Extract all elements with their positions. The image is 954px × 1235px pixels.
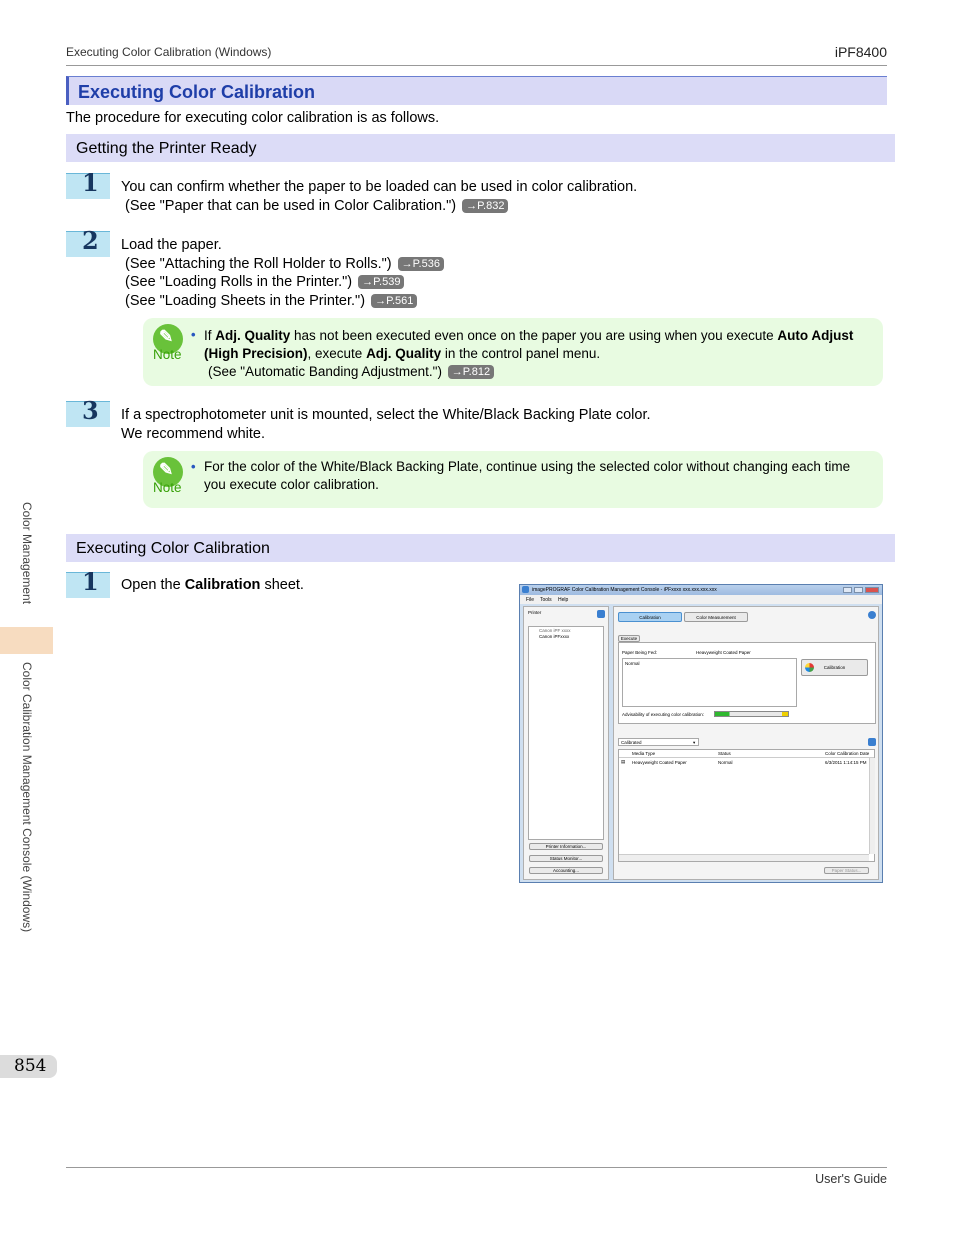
window-title: imagePROGRAF Color Calibration Management Console - iPFxxxx xxx.xxx.xxx.xxx bbox=[532, 587, 717, 593]
bullet-icon: • bbox=[191, 459, 196, 474]
help-icon[interactable] bbox=[868, 611, 876, 619]
printer-item[interactable]: Canon iPFxxxx bbox=[539, 634, 570, 639]
calibration-panel bbox=[613, 606, 879, 880]
page-link[interactable]: →P.561 bbox=[371, 294, 417, 308]
exec-step-1-text: Open the Calibration sheet. bbox=[121, 577, 304, 593]
page-link[interactable]: →P.812 bbox=[448, 365, 494, 379]
pencil-check-icon: ✎ bbox=[153, 324, 183, 354]
step-number-1: 1 bbox=[66, 173, 110, 199]
calibration-button[interactable]: Calibration bbox=[801, 659, 868, 676]
step-2-reference bbox=[125, 256, 444, 272]
section-heading-ready bbox=[66, 134, 895, 162]
side-tab-section: Color Calibration Management Console (Windows) bbox=[20, 662, 34, 933]
page-link[interactable]: →P.832 bbox=[462, 199, 508, 213]
paper-being-fed-value: Heavyweight Coated Paper bbox=[696, 650, 751, 655]
reference-text: (See "Automatic Banding Adjustment.") bbox=[208, 364, 442, 379]
step-1-reference bbox=[125, 198, 508, 214]
side-tab-marker bbox=[0, 627, 53, 654]
horizontal-scrollbar[interactable] bbox=[619, 854, 869, 861]
column-calibration-date[interactable]: Color Calibration Date bbox=[825, 751, 870, 756]
reference-text: (See "Paper that can be used in Color Calibration.") bbox=[125, 198, 457, 214]
printer-label: Printer bbox=[528, 610, 542, 615]
status-cell: Normal bbox=[718, 760, 733, 765]
tab-calibration[interactable]: Calibration bbox=[618, 612, 682, 622]
step-number-3: 3 bbox=[66, 401, 110, 427]
page-link[interactable]: →P.536 bbox=[398, 257, 444, 271]
vertical-scrollbar[interactable] bbox=[869, 758, 875, 854]
step-3-text: If a spectrophotometer unit is mounted, select the White/Black Backing Plate color. bbox=[121, 407, 651, 423]
media-type-cell: Heavyweight Coated Paper bbox=[632, 760, 687, 765]
reference-text: (See "Attaching the Roll Holder to Rolls.") bbox=[125, 256, 392, 272]
section-heading-exec bbox=[66, 534, 895, 562]
calibration-filter-dropdown[interactable] bbox=[618, 738, 699, 746]
maximize-icon[interactable] bbox=[854, 587, 863, 593]
step-2-reference bbox=[125, 274, 404, 290]
note-label: Note bbox=[153, 480, 182, 495]
printer-panel bbox=[523, 606, 609, 880]
page-title: Executing Color Calibration bbox=[78, 82, 316, 102]
step-2-text: Load the paper. bbox=[121, 237, 222, 253]
media-table bbox=[618, 749, 875, 862]
side-tab-chapter: Color Management bbox=[20, 502, 34, 605]
execute-panel bbox=[618, 642, 876, 724]
printer-icon: ▤ bbox=[621, 759, 626, 764]
advisability-label: Advisability of executing color calibration: bbox=[622, 712, 705, 717]
step-number-1: 1 bbox=[66, 572, 110, 598]
running-header-title: Executing Color Calibration (Windows) bbox=[66, 45, 272, 59]
table-row[interactable] bbox=[619, 759, 869, 766]
printer-item[interactable]: Canon iPF xxxx bbox=[539, 628, 571, 633]
table-header bbox=[619, 750, 874, 758]
note-label: Note bbox=[153, 347, 182, 362]
reference-text: (See "Loading Rolls in the Printer.") bbox=[125, 274, 353, 290]
page-title-bar bbox=[66, 76, 887, 105]
footer-divider bbox=[66, 1167, 887, 1168]
paper-being-fed-label: Paper Being Fed: bbox=[622, 650, 658, 655]
menu-tools[interactable]: Tools bbox=[540, 597, 552, 603]
accounting-button[interactable]: Accounting... bbox=[529, 867, 603, 874]
header-divider bbox=[66, 65, 887, 66]
page-number: 854 bbox=[14, 1056, 47, 1076]
pencil-check-icon: ✎ bbox=[153, 457, 183, 487]
tab-color-measurement[interactable]: Color Measurement bbox=[684, 612, 748, 622]
status-text: Normal bbox=[625, 661, 640, 666]
menu-help[interactable]: Help bbox=[558, 597, 569, 603]
console-screenshot bbox=[519, 584, 883, 883]
note-text: For the color of the White/Black Backing Plate, continue using the selected color without changing each time you execute color calibration. bbox=[204, 459, 851, 492]
close-icon[interactable] bbox=[865, 587, 879, 593]
date-cell: 6/3/2011 1:14:15 PM bbox=[825, 760, 867, 765]
section-heading-text: Executing Color Calibration bbox=[76, 540, 270, 557]
step-2-reference bbox=[125, 293, 417, 309]
page-link[interactable]: →P.539 bbox=[358, 275, 404, 289]
minimize-icon[interactable] bbox=[843, 587, 852, 593]
reference-text: (See "Loading Sheets in the Printer.") bbox=[125, 293, 366, 309]
note-box-backing-plate bbox=[143, 451, 883, 508]
menu-file[interactable]: File bbox=[526, 597, 535, 603]
column-media-type[interactable]: Media Type bbox=[632, 751, 656, 756]
step-3-recommendation: We recommend white. bbox=[121, 426, 265, 442]
chevron-down-icon: ▾ bbox=[693, 740, 696, 745]
refresh-icon[interactable] bbox=[868, 738, 876, 746]
printer-information-button[interactable]: Printer Information... bbox=[529, 843, 603, 850]
step-number-2: 2 bbox=[66, 231, 110, 257]
window-title-bar bbox=[520, 585, 882, 595]
intro-text: The procedure for executing color calibration is as follows. bbox=[66, 110, 440, 126]
bullet-icon: • bbox=[191, 327, 196, 342]
note-box-adj-quality bbox=[143, 318, 883, 386]
paper-status-button[interactable]: Paper Status... bbox=[824, 867, 869, 874]
printer-list bbox=[528, 626, 604, 840]
status-monitor-button[interactable]: Status Monitor... bbox=[529, 855, 603, 862]
dropdown-value: Calibrated bbox=[621, 740, 642, 745]
page-number-badge bbox=[0, 1055, 57, 1078]
footer-text: User's Guide bbox=[815, 1172, 887, 1186]
note-text: If Adj. Quality has not been executed even once on the paper you are using when you execute Auto Adjust (High Precision), execute Adj. Quality in the control panel menu. bbox=[204, 328, 854, 361]
note-reference bbox=[208, 363, 494, 381]
calibration-icon bbox=[805, 663, 814, 672]
refresh-icon[interactable] bbox=[597, 610, 605, 618]
tab-execute[interactable]: Execute bbox=[618, 635, 640, 642]
section-heading-text: Getting the Printer Ready bbox=[76, 140, 257, 157]
advisability-gauge bbox=[714, 711, 789, 717]
running-header-model: iPF8400 bbox=[834, 44, 887, 60]
app-icon bbox=[522, 586, 529, 593]
status-area bbox=[622, 658, 797, 707]
menu-bar bbox=[520, 595, 882, 604]
step-1-text: You can confirm whether the paper to be loaded can be used in color calibration. bbox=[121, 179, 638, 195]
column-status[interactable]: Status bbox=[718, 751, 731, 756]
